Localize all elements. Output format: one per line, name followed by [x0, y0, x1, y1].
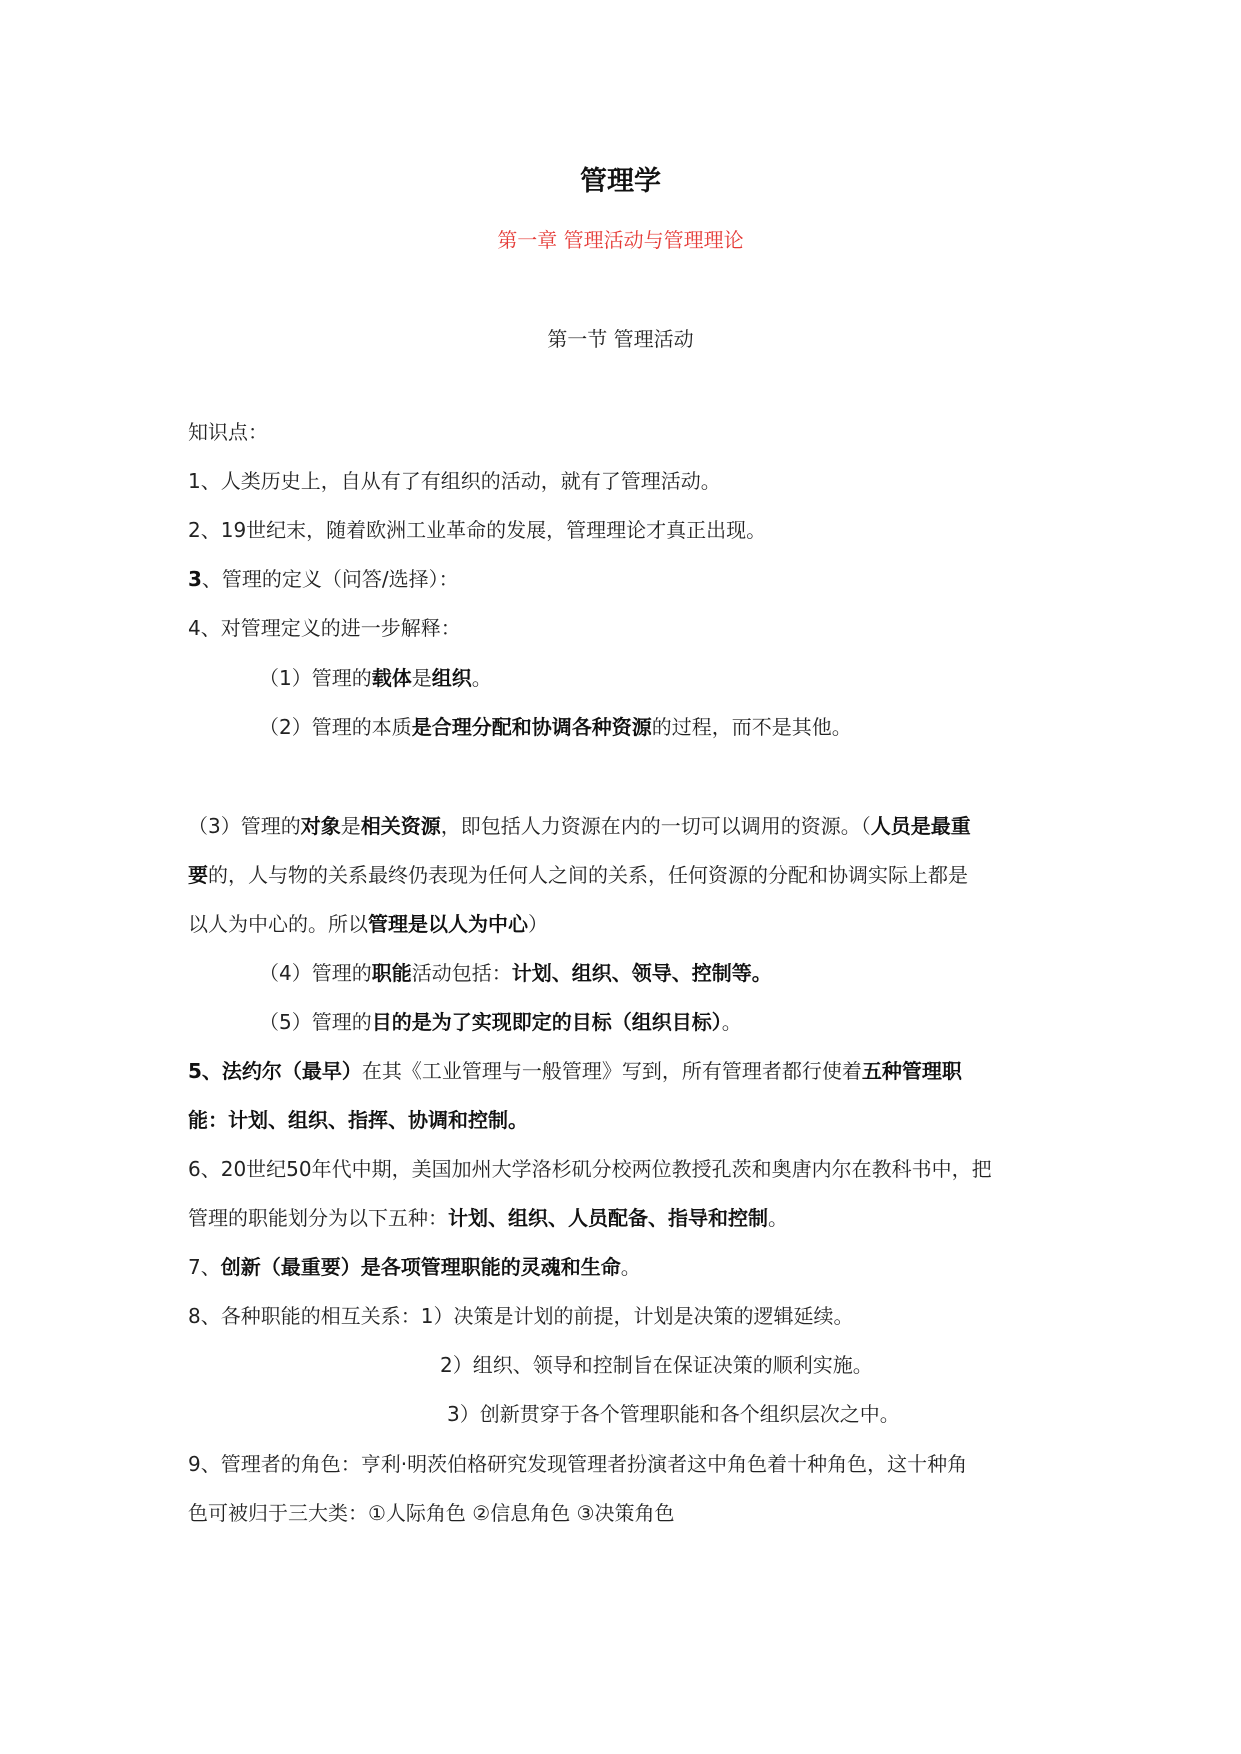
- sub-item-2-a: （2）管理的本质: [259, 715, 412, 739]
- sub-item-3-line-3: [188, 910, 548, 938]
- sub-item-1-d: 组织: [431, 666, 472, 690]
- sub-item-3-line-2: [188, 861, 968, 889]
- sub-item-4-b: 职能: [371, 961, 412, 985]
- item-2: 2、19世纪末，随着欧洲工业革命的发展，管理理论才真正出现。: [188, 518, 767, 542]
- sub-item-3-l1a: （3）管理的: [188, 814, 301, 838]
- sub-item-5-b: 目的是为了实现即定的目标（组织目标）: [371, 1010, 722, 1034]
- chapter-heading: 第一章 管理活动与管理理论: [497, 228, 744, 252]
- sub-item-3-line-1: [188, 812, 971, 840]
- sub-item-1-b: 载体: [371, 666, 412, 690]
- item-1: 1、人类历史上，自从有了有组织的活动，就有了管理活动。: [188, 469, 721, 493]
- item-3-text: 、管理的定义（问答/选择）：: [201, 567, 459, 591]
- sub-item-3-l3c: ）: [528, 912, 548, 936]
- sub-item-3-l2b: 的，人与物的关系最终仍表现为任何人之间的关系，任何资源的分配和协调实际上都是: [208, 863, 968, 887]
- document-title: 管理学: [580, 166, 661, 197]
- sub-item-5: [259, 1008, 742, 1036]
- item-5-l2a: 能：计划、组织、指挥、协调和控制。: [188, 1108, 528, 1132]
- sub-item-5-c: 。: [721, 1010, 742, 1034]
- sub-item-3-l1c: 是: [340, 814, 361, 838]
- sub-item-1-c: 是: [411, 666, 432, 690]
- sub-item-4-c: 活动包括：: [411, 961, 512, 985]
- item-7-c: 。: [620, 1255, 641, 1279]
- item-5-l1b: 在其《工业管理与一般管理》写到，所有管理者都行使着: [361, 1059, 862, 1083]
- sub-item-3-l1d: 相关资源: [360, 814, 441, 838]
- item-8-line-1: 8、各种职能的相互关系：1）决策是计划的前提，计划是决策的逻辑延续。: [188, 1304, 854, 1328]
- sub-item-2-c: 的过程，而不是其他。: [651, 715, 852, 739]
- sub-item-5-a: （5）管理的: [259, 1010, 372, 1034]
- item-8-line-3: 3）创新贯穿于各个管理职能和各个组织层次之中。: [447, 1402, 900, 1426]
- sub-item-3-l3b: 管理是以人为中心: [368, 912, 528, 936]
- item-5-line-2: [188, 1106, 528, 1134]
- section-heading: 第一节 管理活动: [547, 327, 694, 351]
- sub-item-4-a: （4）管理的: [259, 961, 372, 985]
- item-3: [188, 565, 459, 593]
- item-7-a: 7、: [188, 1255, 221, 1279]
- item-5-line-1: [188, 1057, 962, 1085]
- sub-item-3-l1e: ，即包括人力资源在内的一切可以调用的资源。（: [440, 814, 871, 838]
- sub-item-3-l2a: 要: [188, 863, 208, 887]
- sub-item-4: [259, 959, 772, 987]
- item-3-number: 3: [188, 567, 202, 591]
- sub-item-3-l1b: 对象: [300, 814, 341, 838]
- item-6-l2a: 管理的职能划分为以下五种：: [188, 1206, 448, 1230]
- item-6-line-1: 6、20世纪50年代中期，美国加州大学洛杉矶分校两位教授孔茨和奥唐内尔在教科书中，把: [188, 1157, 992, 1181]
- sub-item-3-l1f: 人员是最重: [870, 814, 971, 838]
- sub-item-1: [259, 664, 492, 692]
- sub-item-1-e: 。: [471, 666, 492, 690]
- item-6-l2c: 。: [768, 1206, 788, 1230]
- item-7: [188, 1253, 641, 1281]
- sub-item-1-a: （1）管理的: [259, 666, 372, 690]
- item-4: 4、对管理定义的进一步解释：: [188, 616, 461, 640]
- item-8-line-2: 2）组织、领导和控制旨在保证决策的顺利实施。: [440, 1353, 873, 1377]
- item-6-l2b: 计划、组织、人员配备、指导和控制: [448, 1206, 768, 1230]
- sub-item-3-l3a: 以人为中心的。所以: [188, 912, 368, 936]
- sub-item-2-b: 是合理分配和协调各种资源: [411, 715, 652, 739]
- item-7-b: 创新（最重要）是各项管理职能的灵魂和生命: [220, 1255, 621, 1279]
- item-9-line-1: 9、管理者的角色：亨利·明茨伯格研究发现管理者扮演者这中角色着十种角色，这十种角: [188, 1452, 968, 1476]
- item-5-l1c: 五种管理职: [861, 1059, 962, 1083]
- sub-item-2: [259, 713, 852, 741]
- item-5-l1a: 5、法约尔（最早）: [188, 1059, 362, 1083]
- item-9-line-2: 色可被归于三大类：①人际角色 ②信息角色 ③决策角色: [188, 1501, 675, 1525]
- knowledge-label: 知识点：: [188, 420, 268, 444]
- item-6-line-2: [188, 1204, 788, 1232]
- sub-item-4-d: 计划、组织、领导、控制等。: [511, 961, 772, 985]
